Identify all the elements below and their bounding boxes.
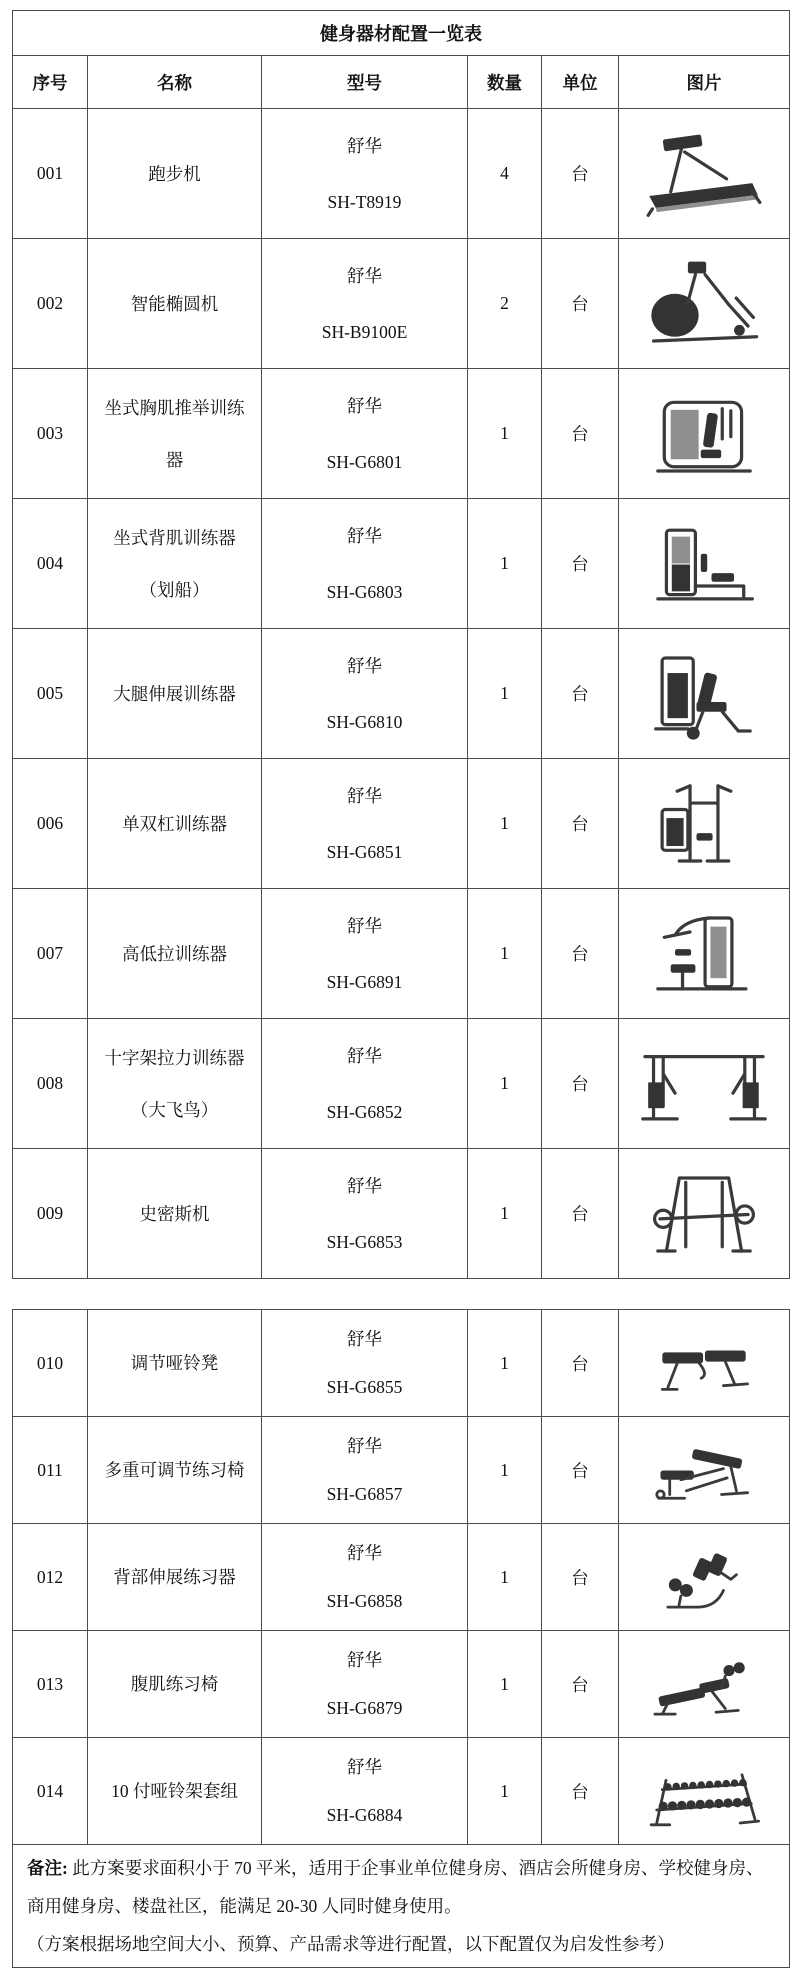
cable-crossover-image [633, 1033, 775, 1135]
cell-image [619, 1310, 790, 1417]
brand-text: 舒华 [347, 1436, 382, 1456]
table-header-row [13, 56, 790, 109]
table-title-row [13, 11, 790, 56]
cell-serial: 008 [13, 1019, 88, 1149]
cell-unit: 台 [542, 109, 619, 239]
model-text: SH-G6853 [326, 1231, 403, 1252]
note-text-1: 此方案要求面积小于 70 平米，适用于企事业单位健身房、酒店会所健身房、学校健身房、商用健身房、楼盘社区，能满足 20-30 人同时健身使用。 [27, 1858, 764, 1916]
cell-model [262, 1019, 468, 1149]
brand-text: 舒华 [347, 655, 382, 676]
cell-serial: 014 [13, 1738, 88, 1845]
brand-text: 舒华 [347, 915, 382, 936]
brand-text: 舒华 [347, 785, 382, 806]
cell-image [619, 1019, 790, 1149]
cell-name: 大腿伸展训练器 [88, 629, 262, 759]
cell-name: 单双杠训练器 [88, 759, 262, 889]
cell-image [619, 1149, 790, 1279]
cell-unit: 台 [542, 1019, 619, 1149]
cell-image [619, 499, 790, 629]
cell-serial: 004 [13, 499, 88, 629]
brand-text: 舒华 [347, 525, 382, 546]
model-text: SH-B9100E [321, 321, 408, 342]
cell-model [262, 889, 468, 1019]
brand-text: 舒华 [347, 1543, 382, 1563]
cell-quantity: 2 [468, 239, 542, 369]
leg-extension-image [633, 643, 775, 745]
cell-unit: 台 [542, 1310, 619, 1417]
back-extension-image [640, 1533, 768, 1621]
table-row [13, 109, 790, 239]
cell-name: 史密斯机 [88, 1149, 262, 1279]
cell-quantity: 1 [468, 1019, 542, 1149]
brand-text: 舒华 [347, 135, 382, 156]
cell-image [619, 1738, 790, 1845]
model-text: SH-G6852 [326, 1101, 403, 1122]
cell-quantity: 1 [468, 499, 542, 629]
brand-text: 舒华 [347, 1757, 382, 1777]
cell-image [619, 1631, 790, 1738]
cell-quantity: 1 [468, 1738, 542, 1845]
equipment-table-main [12, 10, 790, 1279]
cell-quantity: 1 [468, 1631, 542, 1738]
cell-quantity: 4 [468, 109, 542, 239]
table-row [13, 1738, 790, 1845]
cell-quantity: 1 [468, 1417, 542, 1524]
cell-serial: 012 [13, 1524, 88, 1631]
page-title: 健身器材配置一览表 [13, 11, 790, 56]
brand-text: 舒华 [347, 1650, 382, 1670]
note-line-1 [27, 1849, 775, 1925]
cell-serial: 003 [13, 369, 88, 499]
cell-unit: 台 [542, 499, 619, 629]
cell-unit: 台 [542, 629, 619, 759]
cell-name: 腹肌练习椅 [88, 1631, 262, 1738]
cell-quantity: 1 [468, 629, 542, 759]
chest-press-image [633, 383, 775, 485]
note-row [13, 1845, 790, 1968]
cell-serial: 005 [13, 629, 88, 759]
cell-unit: 台 [542, 1738, 619, 1845]
cell-serial: 011 [13, 1417, 88, 1524]
cell-model [262, 369, 468, 499]
cell-model [262, 499, 468, 629]
cell-model [262, 1524, 468, 1631]
cell-model [262, 1417, 468, 1524]
cell-image [619, 1417, 790, 1524]
model-text: SH-G6879 [326, 1698, 403, 1718]
brand-text: 舒华 [347, 1175, 382, 1196]
table-row [13, 1524, 790, 1631]
table-row [13, 1149, 790, 1279]
table-row [13, 889, 790, 1019]
table-row [13, 499, 790, 629]
cell-name: 高低拉训练器 [88, 889, 262, 1019]
cell-model [262, 109, 468, 239]
cell-quantity: 1 [468, 1149, 542, 1279]
cell-image [619, 109, 790, 239]
column-header-quantity: 数量 [468, 56, 542, 109]
cell-quantity: 1 [468, 1310, 542, 1417]
table-row [13, 629, 790, 759]
dumbbell-rack-image [640, 1747, 768, 1835]
cell-unit: 台 [542, 1631, 619, 1738]
cell-image [619, 1524, 790, 1631]
column-header-serial: 序号 [13, 56, 88, 109]
cell-name: 坐式背肌训练器（划船） [88, 499, 262, 629]
model-text: SH-T8919 [327, 191, 402, 212]
cell-image [619, 369, 790, 499]
cell-serial: 001 [13, 109, 88, 239]
model-text: SH-G6855 [326, 1377, 403, 1397]
table-row [13, 1310, 790, 1417]
note-label: 备注: [27, 1858, 68, 1878]
model-text: SH-G6858 [326, 1591, 403, 1611]
cell-serial: 006 [13, 759, 88, 889]
cell-quantity: 1 [468, 889, 542, 1019]
cell-image [619, 889, 790, 1019]
model-text: SH-G6884 [326, 1805, 403, 1825]
cell-unit: 台 [542, 1417, 619, 1524]
model-text: SH-G6803 [326, 581, 403, 602]
cell-serial: 010 [13, 1310, 88, 1417]
cell-unit: 台 [542, 889, 619, 1019]
cell-name: 十字架拉力训练器（大飞鸟） [88, 1019, 262, 1149]
model-text: SH-G6857 [326, 1484, 403, 1504]
cell-name: 坐式胸肌推举训练器 [88, 369, 262, 499]
brand-text: 舒华 [347, 1045, 382, 1066]
cell-name: 背部伸展练习器 [88, 1524, 262, 1631]
cell-model [262, 759, 468, 889]
seated-row-image [633, 513, 775, 615]
table-gap [12, 1279, 789, 1309]
brand-text: 舒华 [347, 1329, 382, 1349]
cell-model [262, 1149, 468, 1279]
smith-machine-image [633, 1163, 775, 1265]
cell-unit: 台 [542, 1149, 619, 1279]
cell-name: 调节哑铃凳 [88, 1310, 262, 1417]
cell-model [262, 629, 468, 759]
model-text: SH-G6851 [326, 841, 403, 862]
chin-dip-tower-image [633, 773, 775, 875]
note-cell [13, 1845, 790, 1968]
cell-image [619, 239, 790, 369]
cell-model [262, 1310, 468, 1417]
cell-unit: 台 [542, 1524, 619, 1631]
cell-name: 智能椭圆机 [88, 239, 262, 369]
column-header-unit: 单位 [542, 56, 619, 109]
cell-model [262, 1631, 468, 1738]
brand-text: 舒华 [347, 265, 382, 286]
model-text: SH-G6810 [326, 711, 403, 732]
adjustable-bench-image [640, 1426, 768, 1514]
cell-image [619, 629, 790, 759]
cell-serial: 013 [13, 1631, 88, 1738]
cell-name: 10 付哑铃架套组 [88, 1738, 262, 1845]
table-row [13, 759, 790, 889]
elliptical-image [633, 253, 775, 355]
table-row [13, 239, 790, 369]
cell-serial: 002 [13, 239, 88, 369]
cell-unit: 台 [542, 759, 619, 889]
column-header-model: 型号 [262, 56, 468, 109]
table-row [13, 1019, 790, 1149]
cell-image [619, 759, 790, 889]
column-header-image: 图片 [619, 56, 790, 109]
table-row [13, 1631, 790, 1738]
table-row [13, 1417, 790, 1524]
table-row [13, 369, 790, 499]
cell-model [262, 239, 468, 369]
note-line-2 [27, 1925, 775, 1963]
equipment-table-secondary [12, 1309, 790, 1968]
cell-quantity: 1 [468, 369, 542, 499]
ab-bench-image [640, 1640, 768, 1728]
flat-bench-image [640, 1319, 768, 1407]
lat-pulldown-image [633, 903, 775, 1005]
cell-serial: 007 [13, 889, 88, 1019]
model-text: SH-G6801 [326, 451, 403, 472]
brand-text: 舒华 [347, 395, 382, 416]
note-text-2: （方案根据场地空间大小、预算、产品需求等进行配置，以下配置仅为启发性参考） [27, 1934, 675, 1954]
cell-quantity: 1 [468, 759, 542, 889]
cell-unit: 台 [542, 239, 619, 369]
cell-name: 多重可调节练习椅 [88, 1417, 262, 1524]
cell-model [262, 1738, 468, 1845]
cell-serial: 009 [13, 1149, 88, 1279]
cell-name: 跑步机 [88, 109, 262, 239]
column-header-name: 名称 [88, 56, 262, 109]
cell-unit: 台 [542, 369, 619, 499]
cell-quantity: 1 [468, 1524, 542, 1631]
treadmill-image [633, 123, 775, 225]
model-text: SH-G6891 [326, 971, 403, 992]
